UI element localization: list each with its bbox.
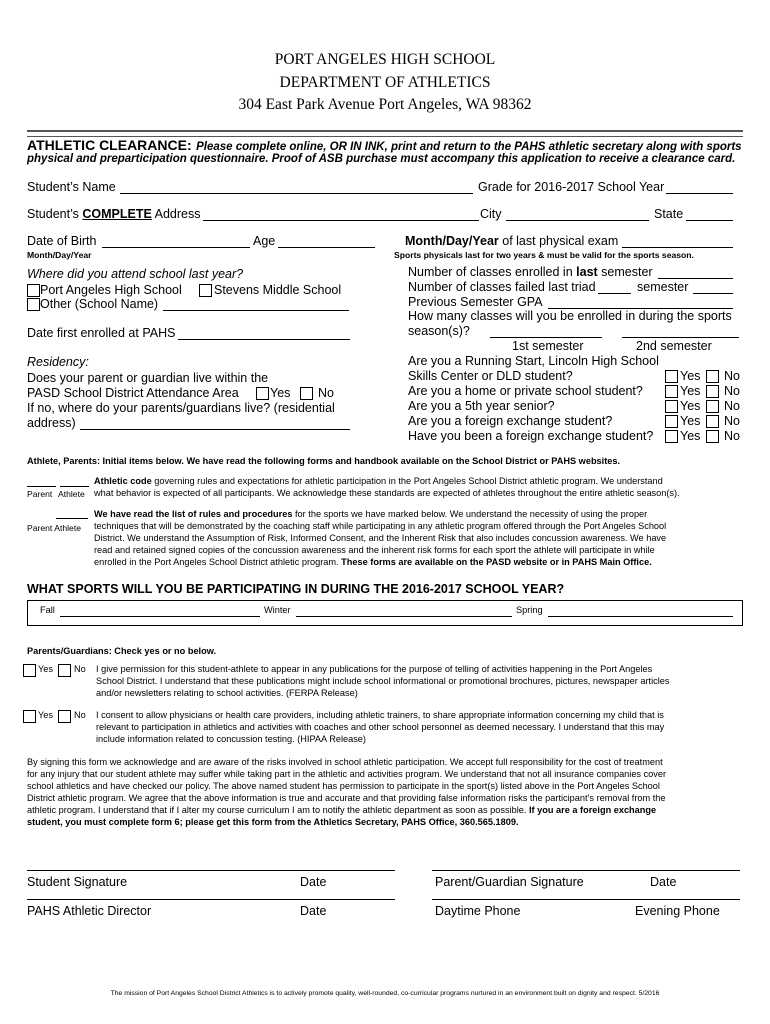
rules-line-4: read and retained signed copies of the concussion awareness and the inherent risk forms for each sport the athlete will participate in while (94, 545, 655, 555)
student-signature-label: Student Signature (27, 875, 128, 889)
physical-note: Sports physicals last for two years & must be valid for the sports season. (394, 250, 694, 260)
residential-address-field[interactable] (80, 429, 350, 430)
hipaa-no-checkbox[interactable] (58, 710, 71, 723)
other-school-field[interactable] (163, 310, 349, 311)
student-signature-line[interactable] (27, 870, 395, 871)
season-classes-label-2: season(s)? (408, 324, 470, 338)
residency-q2: PASD School District Attendance Area (27, 386, 239, 400)
fall-label: Fall (40, 605, 55, 615)
residency-yes-label: Yes (270, 386, 291, 400)
season-classes-label-1: How many classes will you be enrolled in during the sports (408, 309, 732, 323)
home-school-no-label: No (724, 384, 740, 398)
other-school-checkbox[interactable] (27, 298, 40, 311)
winter-sport-field[interactable] (296, 616, 512, 617)
sports-heading: WHAT SPORTS WILL YOU BE PARTICIPATING IN DURING THE 2016-2017 SCHOOL YEAR? (27, 582, 565, 596)
exchange-no-label: No (724, 414, 740, 428)
address-label: Student’s COMPLETE Address (27, 207, 201, 221)
winter-label: Winter (264, 605, 291, 615)
exchange-before-no-checkbox[interactable] (706, 430, 719, 443)
school-attended-question: Where did you attend school last year? (27, 267, 244, 281)
exchange-yes-label: Yes (680, 414, 701, 428)
running-start-yes-label: Yes (680, 369, 701, 383)
physical-label: Month/Day/Year of last physical exam (405, 234, 619, 248)
code-athlete-initial[interactable] (60, 486, 89, 487)
first-enrolled-field[interactable] (178, 339, 350, 340)
parent-signature-label: Parent/Guardian Signature (435, 875, 584, 889)
running-start-no-checkbox[interactable] (706, 370, 719, 383)
school-address: 304 East Park Avenue Port Angeles, WA 98362 (238, 96, 532, 113)
student-name-field[interactable] (120, 193, 473, 194)
running-start-yes-checkbox[interactable] (665, 370, 678, 383)
sem1-classes-field[interactable] (490, 337, 602, 338)
agreement-line-6: student, you must complete form 6; please get this form from the Athletics Secretary, PAHS Office, 360.565.1809. (27, 817, 519, 827)
running-start-label-1: Are you a Running Start, Lincoln High School (408, 354, 659, 368)
dob-field[interactable] (102, 247, 250, 248)
parent-signature-line[interactable] (432, 870, 740, 871)
fifth-year-no-checkbox[interactable] (706, 400, 719, 413)
exchange-label: Are you a foreign exchange student? (408, 414, 613, 428)
residency-no-checkbox[interactable] (300, 387, 313, 400)
address-field[interactable] (203, 220, 479, 221)
clearance-title: ATHLETIC CLEARANCE: (27, 137, 192, 153)
ferpa-yes-label: Yes (38, 664, 53, 674)
grade-field[interactable] (666, 193, 733, 194)
state-label: State (654, 207, 684, 221)
agreement-line-5: athletic program. I understand that if I alter my course curriculum I am to notify the athletic department as soon as possible. If you are a foreign exchange (27, 805, 657, 815)
code-line-1: Athletic code governing rules and expectations for athletic participation in the Port Angeles School District athletic program. We understand (94, 476, 663, 486)
dob-format-hint: Month/Day/Year (27, 250, 92, 260)
residency-no-label: No (318, 386, 334, 400)
classes-failed-field[interactable] (598, 293, 631, 294)
code-parent-initial[interactable] (27, 486, 56, 487)
age-label: Age (253, 234, 276, 248)
exchange-yes-checkbox[interactable] (665, 415, 678, 428)
ferpa-line-3: and/or newsletters relating to school activities. (FERPA Release) (96, 688, 358, 698)
sem1-label: 1st semester (512, 339, 584, 353)
gpa-label: Previous Semester GPA (408, 295, 543, 309)
home-school-yes-checkbox[interactable] (665, 385, 678, 398)
classes-failed-label: Number of classes failed last triad (408, 280, 596, 294)
director-signature-line[interactable] (27, 899, 395, 900)
running-start-no-label: No (724, 369, 740, 383)
residency-q3: If no, where do your parents/guardians live? (residential (27, 401, 335, 415)
fall-sport-field[interactable] (60, 616, 260, 617)
city-label: City (480, 207, 502, 221)
hipaa-line-3: include information related to concussion testing. (HIPAA Release) (96, 734, 366, 744)
exchange-before-label: Have you been a foreign exchange student? (408, 429, 654, 443)
city-field[interactable] (506, 220, 649, 221)
home-school-no-checkbox[interactable] (706, 385, 719, 398)
stevens-checkbox[interactable] (199, 284, 212, 297)
grade-label: Grade for 2016-2017 School Year (478, 180, 665, 194)
home-school-yes-label: Yes (680, 384, 701, 398)
mission-statement: The mission of Port Angeles School District Athletics is to actively promote quality, well-rounded, co-curricular programs nurtured in an environment built on dignity and respect. 5/2016 (110, 990, 660, 997)
residency-yes-checkbox[interactable] (256, 387, 269, 400)
fifth-year-yes-label: Yes (680, 399, 701, 413)
fifth-year-no-label: No (724, 399, 740, 413)
exchange-no-checkbox[interactable] (706, 415, 719, 428)
pahs-checkbox[interactable] (27, 284, 40, 297)
agreement-line-3: school athletics and have checked our policy. The above named student has permission to participate in the sport(s) listed above in the Port Angeles School (27, 781, 660, 791)
other-school-label: Other (School Name) (40, 297, 159, 311)
pahs-option-label: Port Angeles High School (40, 283, 182, 297)
residency-heading: Residency: (27, 355, 89, 369)
stevens-option-label: Stevens Middle School (214, 283, 342, 297)
home-school-label: Are you a home or private school student? (408, 384, 643, 398)
exchange-before-no-label: No (724, 429, 740, 443)
code-line-2: what behavior is expected of all participants. We acknowledge these standards are expected of athletes throughout the entire athletic season(s). (94, 488, 680, 498)
rules-line-2: techniques that will be demonstrated by the coaching staff while participating in any athletic program offered through the Port Angeles School (94, 521, 667, 531)
ferpa-no-label: No (74, 664, 86, 674)
rules-initial[interactable] (56, 518, 88, 519)
agreement-line-1: By signing this form we acknowledge and are aware of the risks involved in school athletic participation. We accept full responsibility for the cost of treatment (27, 757, 663, 767)
daytime-phone-label: Daytime Phone (435, 904, 521, 918)
residency-q4: address) (27, 416, 76, 430)
classes-failed-semester: semester (637, 280, 689, 294)
hipaa-line-2: relevant to participation in athletics and activities with coaches and other school personnel as deemed necessary. I understand that this may (96, 722, 665, 732)
age-field[interactable] (278, 247, 375, 248)
sem2-label: 2nd semester (636, 339, 712, 353)
classes-failed-semester-field[interactable] (693, 293, 733, 294)
ferpa-line-1: I give permission for this student-athlete to appear in any publications for the purpose of telling of activities happening in the Port Angeles (96, 664, 653, 674)
phone-line[interactable] (432, 899, 740, 900)
running-start-label-2: Skills Center or DLD student? (408, 369, 573, 383)
fifth-year-label: Are you a 5th year senior? (408, 399, 555, 413)
rules-line-3: District. We understand the Assumption of Risk, Informed Consent, and the Inherent Risk that also includes concussion awareness. We have (94, 533, 667, 543)
fifth-year-yes-checkbox[interactable] (665, 400, 678, 413)
agreement-line-2: for any injury that our student athlete may suffer while taking part in the athletic and activities program. We understand that not all insurance companies cover (27, 769, 667, 779)
sports-box (27, 600, 743, 626)
rules-parent-athlete-label: Parent Athlete (27, 523, 82, 533)
first-enrolled-label: Date first enrolled at PAHS (27, 326, 176, 340)
exchange-before-yes-checkbox[interactable] (665, 430, 678, 443)
spring-sport-field[interactable] (548, 616, 733, 617)
hipaa-no-label: No (74, 710, 86, 720)
evening-phone-label: Evening Phone (635, 904, 720, 918)
rules-line-1: We have read the list of rules and procedures for the sports we have marked below. We understand the necessity of using the proper (94, 509, 648, 519)
ferpa-yes-checkbox[interactable] (23, 664, 36, 677)
physical-date-field[interactable] (622, 247, 733, 248)
initials-intro: Athlete, Parents: Initial items below. We have read the following forms and handbook available on the School District or PAHS websites. (27, 456, 621, 466)
sem2-classes-field[interactable] (622, 337, 739, 338)
hipaa-yes-checkbox[interactable] (23, 710, 36, 723)
school-name: PORT ANGELES HIGH SCHOOL (274, 51, 496, 68)
spring-label: Spring (516, 605, 543, 615)
guardians-heading: Parents/Guardians: Check yes or no below. (27, 646, 217, 656)
header-rule (27, 130, 743, 137)
student-name-label: Student’s Name (27, 180, 116, 194)
hipaa-line-1: I consent to allow physicians or health care providers, including athletic trainers, to share appropriate information concerning my child that is (96, 710, 664, 720)
student-date-label: Date (300, 875, 327, 889)
exchange-before-yes-label: Yes (680, 429, 701, 443)
ferpa-no-checkbox[interactable] (58, 664, 71, 677)
ferpa-line-2: School District. I understand that these publications might include school informational or promotional brochures, pictures, newspaper articles (96, 676, 670, 686)
director-label: PAHS Athletic Director (27, 904, 152, 918)
parent-date-label: Date (650, 875, 677, 889)
classes-enrolled-label: Number of classes enrolled in last semester (408, 265, 653, 279)
state-field[interactable] (686, 220, 733, 221)
residency-q1: Does your parent or guardian live within the (27, 371, 269, 385)
hipaa-yes-label: Yes (38, 710, 53, 720)
dob-label: Date of Birth (27, 234, 97, 248)
rules-line-5: enrolled in the Port Angeles School District athletic program. These forms are available on the PASD website or in PAHS Main Office. (94, 557, 652, 567)
classes-enrolled-field[interactable] (658, 278, 733, 279)
clearance-instructions-1: Please complete online, OR IN INK, print and return to the PAHS athletic secretary along with sports (196, 141, 742, 153)
code-parent-label: Parent (27, 489, 53, 499)
agreement-line-4: District athletic program. We agree that the above information is true and accurate and that providing false information risks the participant’s removal from the (27, 793, 666, 803)
department-name: DEPARTMENT OF ATHLETICS (279, 74, 491, 91)
clearance-instructions-2: physical and preparticipation questionnaire. Proof of ASB purchase must accompany this application to receive a clearance card. (27, 153, 736, 165)
director-date-label: Date (300, 904, 327, 918)
code-athlete-label: Athlete (58, 489, 85, 499)
